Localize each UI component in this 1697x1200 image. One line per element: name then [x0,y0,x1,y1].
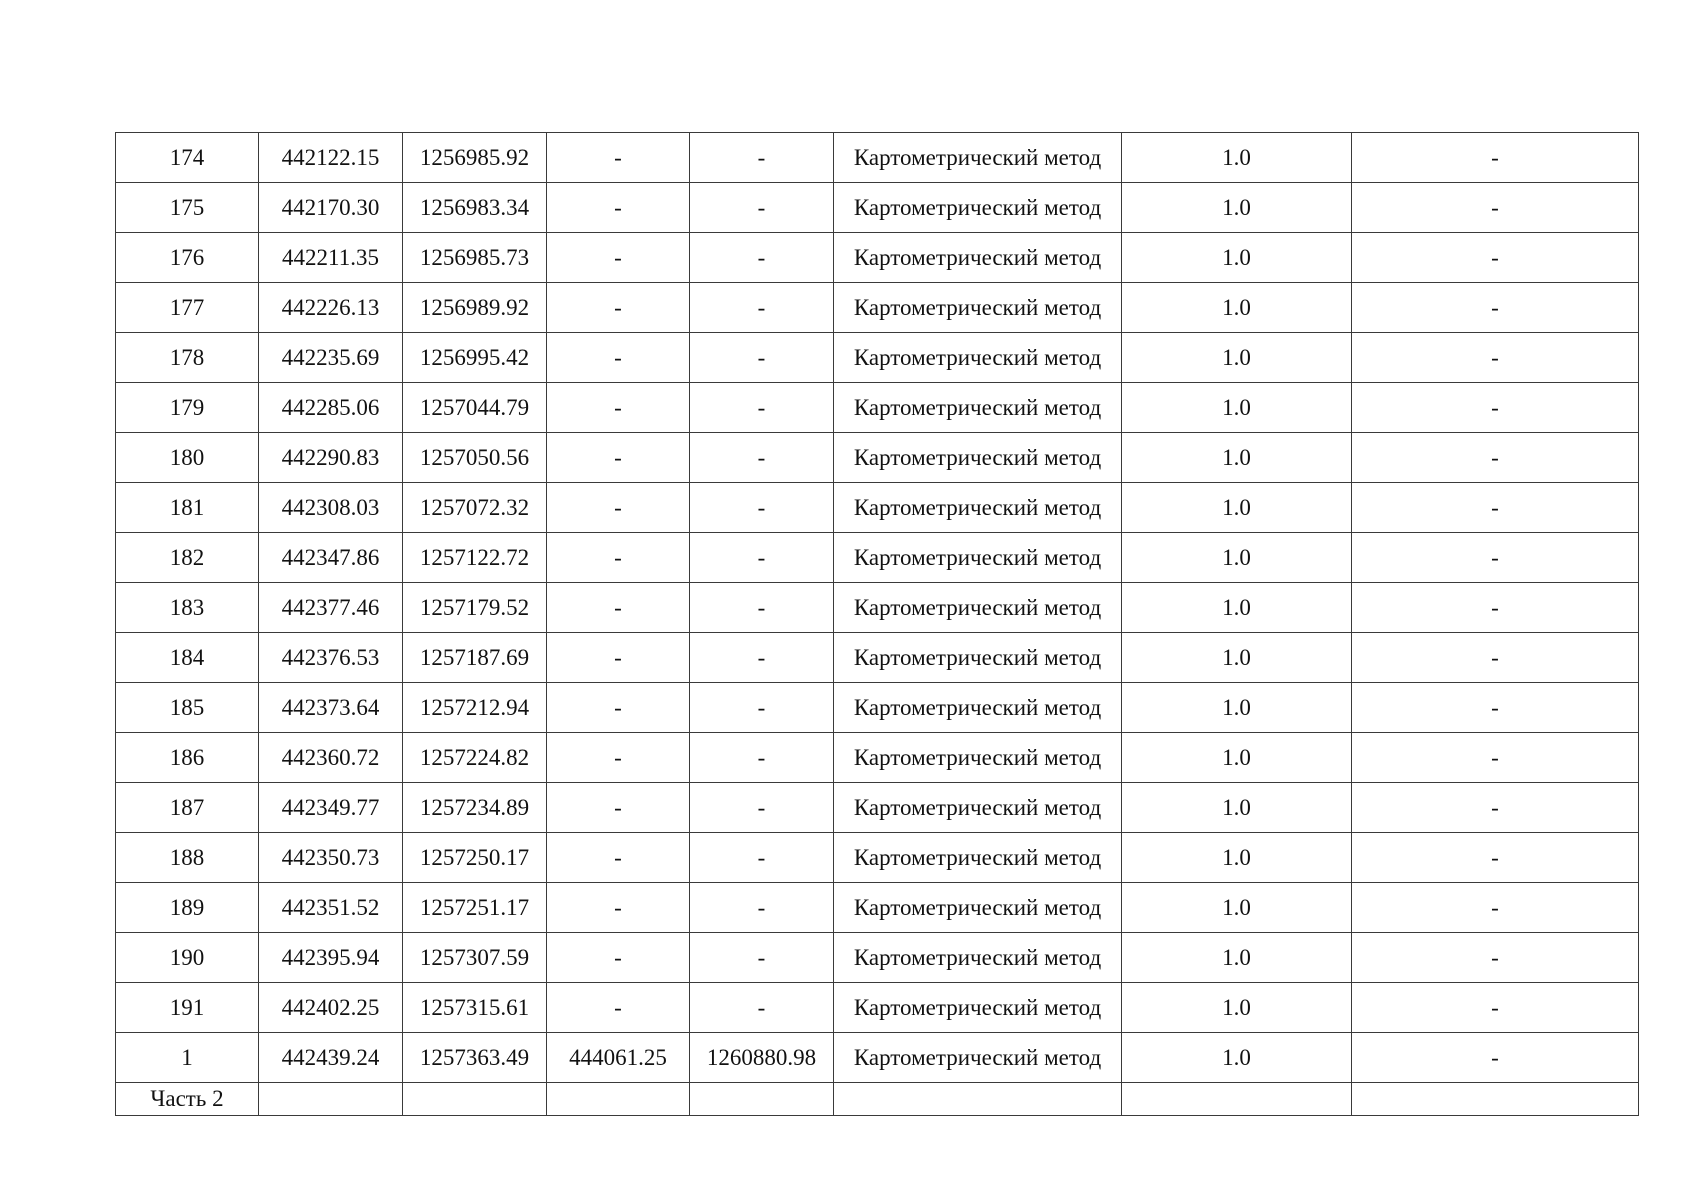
y2-coordinate-cell: - [690,633,834,683]
y-coordinate-cell: 1257122.72 [403,533,547,583]
y2-coordinate-cell: - [690,333,834,383]
x2-coordinate-cell: - [547,483,690,533]
accuracy-cell: 1.0 [1122,433,1352,483]
y-coordinate-cell: 1256989.92 [403,283,547,333]
point-number-cell: 182 [116,533,259,583]
point-number-cell: 179 [116,383,259,433]
method-cell: Картометрический метод [834,633,1122,683]
y2-coordinate-cell: - [690,933,834,983]
accuracy-cell: 1.0 [1122,633,1352,683]
y-coordinate-cell: 1257050.56 [403,433,547,483]
y-coordinate-cell: 1257315.61 [403,983,547,1033]
note-cell: - [1352,633,1639,683]
note-cell: - [1352,433,1639,483]
x-coordinate-cell: 442395.94 [259,933,403,983]
accuracy-cell: 1.0 [1122,333,1352,383]
y-coordinate-cell: 1257251.17 [403,883,547,933]
x-coordinate-cell: 442308.03 [259,483,403,533]
method-cell: Картометрический метод [834,783,1122,833]
accuracy-cell: 1.0 [1122,1033,1352,1083]
accuracy-cell: 1.0 [1122,533,1352,583]
method-cell: Картометрический метод [834,233,1122,283]
x-coordinate-cell: 442402.25 [259,983,403,1033]
table-row [116,133,1639,183]
point-number-cell: 178 [116,333,259,383]
method-cell: Картометрический метод [834,433,1122,483]
point-number-cell: 183 [116,583,259,633]
note-cell: - [1352,483,1639,533]
x2-coordinate-cell: - [547,183,690,233]
x-coordinate-cell: 442360.72 [259,733,403,783]
empty-cell [690,1083,834,1116]
method-cell: Картометрический метод [834,1033,1122,1083]
y2-coordinate-cell: - [690,783,834,833]
table-row [116,1033,1639,1083]
y-coordinate-cell: 1257224.82 [403,733,547,783]
part-label-cell: Часть 2 [116,1083,259,1116]
table-row [116,583,1639,633]
note-cell: - [1352,933,1639,983]
accuracy-cell: 1.0 [1122,133,1352,183]
table-row [116,233,1639,283]
method-cell: Картометрический метод [834,283,1122,333]
y-coordinate-cell: 1257363.49 [403,1033,547,1083]
table-row [116,733,1639,783]
method-cell: Картометрический метод [834,333,1122,383]
empty-cell [1352,1083,1639,1116]
part-label-row [116,1083,1639,1116]
table-row [116,983,1639,1033]
method-cell: Картометрический метод [834,483,1122,533]
note-cell: - [1352,683,1639,733]
x2-coordinate-cell: - [547,933,690,983]
x-coordinate-cell: 442349.77 [259,783,403,833]
accuracy-cell: 1.0 [1122,883,1352,933]
method-cell: Картометрический метод [834,983,1122,1033]
x-coordinate-cell: 442285.06 [259,383,403,433]
table-row [116,933,1639,983]
method-cell: Картометрический метод [834,683,1122,733]
point-number-cell: 180 [116,433,259,483]
point-number-cell: 177 [116,283,259,333]
accuracy-cell: 1.0 [1122,483,1352,533]
x2-coordinate-cell: - [547,883,690,933]
accuracy-cell: 1.0 [1122,683,1352,733]
x-coordinate-cell: 442235.69 [259,333,403,383]
table-row [116,433,1639,483]
y-coordinate-cell: 1257307.59 [403,933,547,983]
method-cell: Картометрический метод [834,883,1122,933]
y2-coordinate-cell: - [690,833,834,883]
x-coordinate-cell: 442376.53 [259,633,403,683]
empty-cell [834,1083,1122,1116]
note-cell: - [1352,283,1639,333]
accuracy-cell: 1.0 [1122,833,1352,883]
accuracy-cell: 1.0 [1122,983,1352,1033]
accuracy-cell: 1.0 [1122,583,1352,633]
method-cell: Картометрический метод [834,933,1122,983]
y-coordinate-cell: 1256985.92 [403,133,547,183]
point-number-cell: 187 [116,783,259,833]
y2-coordinate-cell: 1260880.98 [690,1033,834,1083]
y2-coordinate-cell: - [690,683,834,733]
note-cell: - [1352,583,1639,633]
y-coordinate-cell: 1257250.17 [403,833,547,883]
note-cell: - [1352,833,1639,883]
empty-cell [259,1083,403,1116]
table-row [116,533,1639,583]
x-coordinate-cell: 442351.52 [259,883,403,933]
point-number-cell: 184 [116,633,259,683]
y-coordinate-cell: 1257187.69 [403,633,547,683]
accuracy-cell: 1.0 [1122,783,1352,833]
y2-coordinate-cell: - [690,133,834,183]
x-coordinate-cell: 442373.64 [259,683,403,733]
table-row [116,633,1639,683]
y2-coordinate-cell: - [690,233,834,283]
table-row [116,333,1639,383]
y2-coordinate-cell: - [690,383,834,433]
table-body [116,133,1639,1116]
y2-coordinate-cell: - [690,533,834,583]
point-number-cell: 188 [116,833,259,883]
y-coordinate-cell: 1257234.89 [403,783,547,833]
table-row [116,283,1639,333]
method-cell: Картометрический метод [834,133,1122,183]
y2-coordinate-cell: - [690,583,834,633]
x-coordinate-cell: 442170.30 [259,183,403,233]
method-cell: Картометрический метод [834,183,1122,233]
accuracy-cell: 1.0 [1122,233,1352,283]
y2-coordinate-cell: - [690,283,834,333]
y2-coordinate-cell: - [690,483,834,533]
accuracy-cell: 1.0 [1122,933,1352,983]
note-cell: - [1352,233,1639,283]
y2-coordinate-cell: - [690,183,834,233]
point-number-cell: 190 [116,933,259,983]
point-number-cell: 191 [116,983,259,1033]
accuracy-cell: 1.0 [1122,733,1352,783]
table-row [116,683,1639,733]
y-coordinate-cell: 1256985.73 [403,233,547,283]
method-cell: Картометрический метод [834,833,1122,883]
y-coordinate-cell: 1256995.42 [403,333,547,383]
x-coordinate-cell: 442377.46 [259,583,403,633]
x-coordinate-cell: 442439.24 [259,1033,403,1083]
point-number-cell: 176 [116,233,259,283]
x2-coordinate-cell: - [547,733,690,783]
note-cell: - [1352,1033,1639,1083]
method-cell: Картометрический метод [834,583,1122,633]
table-row [116,783,1639,833]
x2-coordinate-cell: - [547,133,690,183]
method-cell: Картометрический метод [834,383,1122,433]
note-cell: - [1352,983,1639,1033]
point-number-cell: 186 [116,733,259,783]
table-row [116,183,1639,233]
note-cell: - [1352,883,1639,933]
point-number-cell: 189 [116,883,259,933]
x-coordinate-cell: 442290.83 [259,433,403,483]
point-number-cell: 181 [116,483,259,533]
empty-cell [1122,1083,1352,1116]
note-cell: - [1352,733,1639,783]
x2-coordinate-cell: - [547,333,690,383]
note-cell: - [1352,783,1639,833]
x2-coordinate-cell: - [547,533,690,583]
y-coordinate-cell: 1257179.52 [403,583,547,633]
y2-coordinate-cell: - [690,883,834,933]
accuracy-cell: 1.0 [1122,283,1352,333]
empty-cell [403,1083,547,1116]
y2-coordinate-cell: - [690,983,834,1033]
y-coordinate-cell: 1257044.79 [403,383,547,433]
table-row [116,883,1639,933]
accuracy-cell: 1.0 [1122,383,1352,433]
accuracy-cell: 1.0 [1122,183,1352,233]
x2-coordinate-cell: - [547,683,690,733]
x2-coordinate-cell: - [547,583,690,633]
x2-coordinate-cell: - [547,783,690,833]
x-coordinate-cell: 442350.73 [259,833,403,883]
table-row [116,833,1639,883]
x2-coordinate-cell: - [547,983,690,1033]
y-coordinate-cell: 1257072.32 [403,483,547,533]
x2-coordinate-cell: - [547,833,690,883]
x2-coordinate-cell: - [547,283,690,333]
note-cell: - [1352,333,1639,383]
x-coordinate-cell: 442211.35 [259,233,403,283]
y-coordinate-cell: 1257212.94 [403,683,547,733]
x2-coordinate-cell: - [547,383,690,433]
method-cell: Картометрический метод [834,733,1122,783]
point-number-cell: 175 [116,183,259,233]
point-number-cell: 185 [116,683,259,733]
table-row [116,383,1639,433]
coordinates-table [115,132,1639,1116]
point-number-cell: 174 [116,133,259,183]
point-number-cell: 1 [116,1033,259,1083]
note-cell: - [1352,383,1639,433]
x2-coordinate-cell: - [547,433,690,483]
x-coordinate-cell: 442122.15 [259,133,403,183]
note-cell: - [1352,533,1639,583]
x-coordinate-cell: 442347.86 [259,533,403,583]
y2-coordinate-cell: - [690,433,834,483]
note-cell: - [1352,183,1639,233]
y-coordinate-cell: 1256983.34 [403,183,547,233]
x2-coordinate-cell: - [547,633,690,683]
x-coordinate-cell: 442226.13 [259,283,403,333]
y2-coordinate-cell: - [690,733,834,783]
method-cell: Картометрический метод [834,533,1122,583]
note-cell: - [1352,133,1639,183]
empty-cell [547,1083,690,1116]
x2-coordinate-cell: 444061.25 [547,1033,690,1083]
table-row [116,483,1639,533]
x2-coordinate-cell: - [547,233,690,283]
